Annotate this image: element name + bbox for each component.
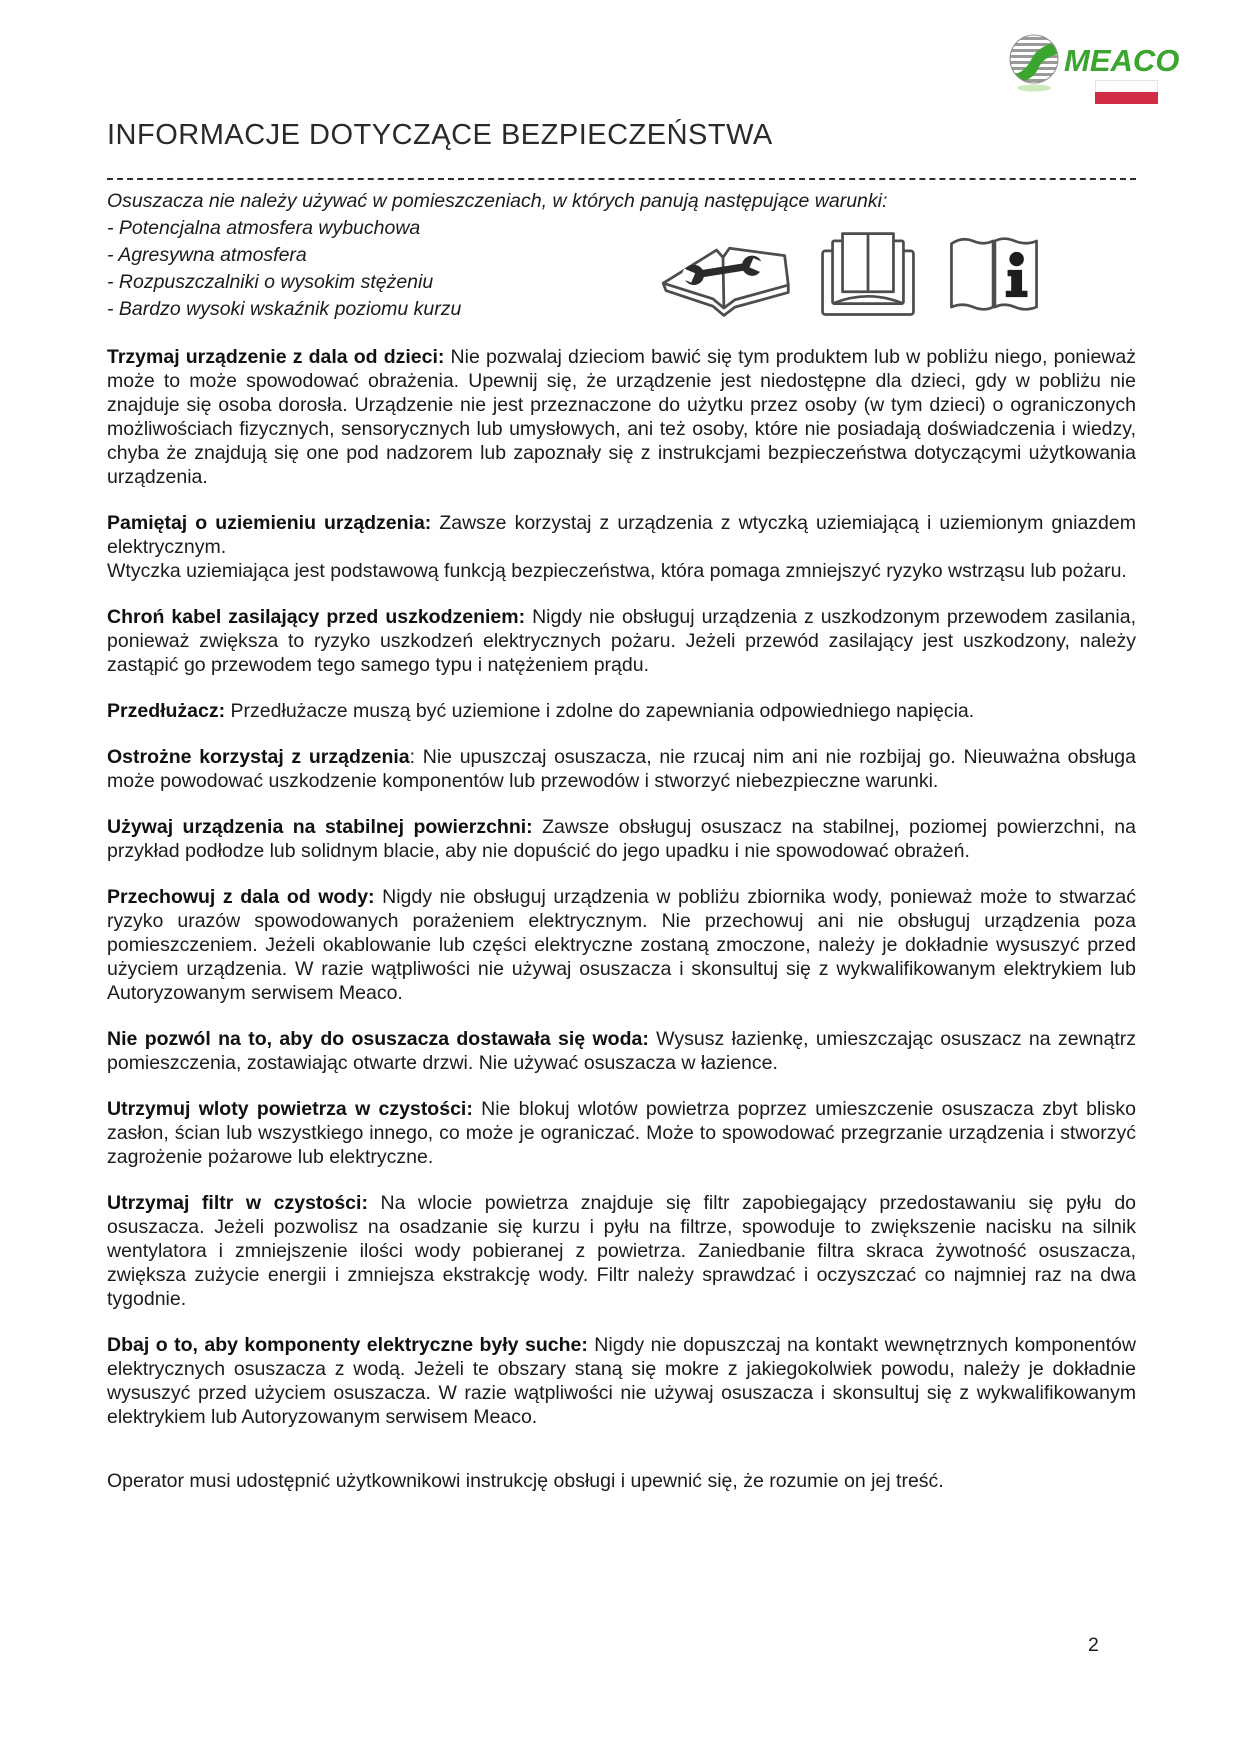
- paragraph-careful-use: Ostrożne korzystaj z urządzenia: Nie upuszczaj osuszacza, nie rzucaj nim ani nie rozbijaj go. Nieuważna obsługa może powodować uszkodzenie komponentów lub przewodów i stworzyć niebezpieczne warunki.: [107, 746, 1136, 792]
- intro-section: [107, 188, 1136, 323]
- paragraph-away-from-water: Przechowuj z dala od wody: Nigdy nie obsługuj urządzenia w pobliżu zbiornika wody, ponieważ może to stwarzać ryzyko urazów spowodowanych porażeniem elektrycznym. Nie przechowuj ani nie obsługuj urządzenia poza pomieszczeniem. Jeżeli okablowanie lub części elektryczne zostaną zmoczone, należy je dokładnie wysuszyć przed użyciem urządzenia. W razie wątpliwości nie używaj osuszacza i skonsultuj się z wykwalifikowanym elektrykiem lub Autoryzowanym serwisem Meaco.: [107, 886, 1136, 1004]
- paragraph-grounding: Pamiętaj o uziemieniu urządzenia: Zawsze korzystaj z urządzenia z wtyczką uziemiającą i uziemionym gniazdem elektrycznym. Wtyczka uziemiająca jest podstawową funkcją bezpieczeństwa, która pomaga zmniejszyć ryzyko wstrząsu lub pożaru.: [107, 512, 1136, 582]
- paragraph-dry-components: Dbaj o to, aby komponenty elektryczne były suche: Nigdy nie dopuszczaj na kontakt wewnętrznych komponentów elektrycznych osuszacza z wodą. Jeżeli te obszary staną się mokre z jakiegokolwiek powodu, należy je dokładnie wysuszyć przed użyciem osuszacza. W razie wątpliwości nie używaj osuszacza i skonsultuj się z wykwalifikowanym elektrykiem lub Autoryzowanym serwisem Meaco.: [107, 1334, 1136, 1428]
- paragraph-heading: Używaj urządzenia na stabilnej powierzchni:: [107, 816, 533, 838]
- intro-lead: Osuszacza nie należy używać w pomieszczeniach, w których panują następujące warunki:: [107, 190, 888, 212]
- paragraph-extension-cord: Przedłużacz: Przedłużacze muszą być uziemione i zdolne do zapewniania odpowiedniego napięcia.: [107, 700, 975, 722]
- open-manual-icon: [818, 229, 918, 320]
- safety-paragraphs: [107, 345, 1136, 1493]
- paragraph-heading: Przedłużacz:: [107, 700, 226, 722]
- title-divider: [107, 178, 1136, 180]
- paragraph-heading: Chroń kabel zasilający przed uszkodzeniem:: [107, 606, 526, 628]
- paragraph-heading: Trzymaj urządzenie z dala od dzieci:: [107, 346, 445, 368]
- brand-wordmark: MEACO: [1064, 43, 1180, 78]
- intro-bullet: - Agresywna atmosfera: [107, 244, 307, 266]
- paragraph-heading: Utrzymuj wloty powietrza w czystości:: [107, 1098, 473, 1120]
- paragraph-stable-surface: Używaj urządzenia na stabilnej powierzchni: Zawsze obsługuj osuszacz na stabilnej, poziomej powierzchni, na przykład podłodze lub solidnym blacie, aby nie dopuścić do jego upadku i nie spowodować obrażeń.: [107, 816, 1136, 862]
- page-number: 2: [1088, 1634, 1099, 1656]
- intro-bullet: - Potencjalna atmosfera wybuchowa: [107, 217, 421, 239]
- paragraph-keep-from-children: Trzymaj urządzenie z dala od dzieci: Nie pozwalaj dzieciom bawić się tym produktem lub w pobliżu niego, ponieważ może to może spowodować obrażenia. Upewnij się, że urządzenie jest niedostępne dla dzieci, gdy w pobliżu nie znajduje się osoba dorosła. Urządzenie nie jest przeznaczone do użytku przez osoby (w tym dzieci) o ograniczonych możliwościach fizycznych, sensorycznych lub umysłowych, ani też osoby, które nie posiadają doświadczenia i wiedzy, chyba że znajdują się one pod nadzorem lub zapoznały się z instrukcjami bezpieczeństwa dotyczącymi użytkowania urządzenia.: [107, 346, 1136, 488]
- paragraph-heading: Dbaj o to, aby komponenty elektryczne były suche:: [107, 1334, 588, 1356]
- intro-bullet: - Rozpuszczalniki o wysokim stężeniu: [107, 271, 434, 293]
- paragraph-no-water-inside: Nie pozwól na to, aby do osuszacza dostawała się woda: Wysusz łazienkę, umieszczając osuszacz na zewnątrz pomieszczenia, zostawiając otwarte drzwi. Nie używać osuszacza w łazience.: [107, 1028, 1136, 1074]
- intro-bullet: - Bardzo wysoki wskaźnik poziomu kurzu: [107, 298, 462, 320]
- paragraph-heading: Nie pozwól na to, aby do osuszacza dostawała się woda:: [107, 1028, 649, 1050]
- paragraph-heading: Pamiętaj o uziemieniu urządzenia:: [107, 512, 432, 534]
- manual-info-icon: [944, 231, 1044, 317]
- paragraph-clear-inlets: Utrzymuj wloty powietrza w czystości: Nie blokuj wlotów powietrza poprzez umieszczenie osuszacza zbyt blisko zasłon, ścian lub wszystkiego innego, co może je ograniczać. Może to spowodować przegrzanie urządzenia i stworzyć zagrożenie pożarowe lub elektryczne.: [107, 1098, 1136, 1168]
- paragraph-heading: Ostrożne korzystaj z urządzenia: [107, 746, 410, 768]
- manual-with-wrench-icon: [654, 228, 792, 320]
- paragraph-heading: Przechowuj z dala od wody:: [107, 886, 375, 908]
- paragraph-operator-note: Operator musi udostępnić użytkownikowi instrukcję obsługi i upewnić się, że rozumie on jej treść.: [107, 1470, 944, 1492]
- page-title: INFORMACJE DOTYCZĄCE BEZPIECZEŃSTWA: [107, 119, 773, 151]
- manual-icons: [654, 228, 1044, 320]
- paragraph-clean-filter: Utrzymaj filtr w czystości: Na wlocie powietrza znajduje się filtr zapobiegający przedostawaniu się pyłu do osuszacza. Jeżeli pozwolisz na osadzanie się kurzu i pyłu na filtrze, spowoduje to zwiększenie nacisku na silnik wentylatora i zmniejszenie ilości wody pobieranej z powietrza. Zaniedbanie filtra skraca żywotność osuszacza, zwiększa zużycie energii i zmniejsza ekstrakcję wody. Filtr należy sprawdzać i oczyszczać co najmniej raz na dwa tygodnie.: [107, 1192, 1137, 1310]
- paragraph-protect-cable: Chroń kabel zasilający przed uszkodzeniem: Nigdy nie obsługuj urządzenia z uszkodzonym przewodem zasilania, ponieważ zwiększa to ryzyko uszkodzeń elektrycznych pożaru. Jeżeli przewód zasilający jest uszkodzony, należy zastąpić go przewodem tego samego typu i natężeniem prądu.: [107, 606, 1136, 676]
- poland-flag-icon: [1095, 80, 1158, 103]
- paragraph-heading: Utrzymaj filtr w czystości:: [107, 1192, 368, 1214]
